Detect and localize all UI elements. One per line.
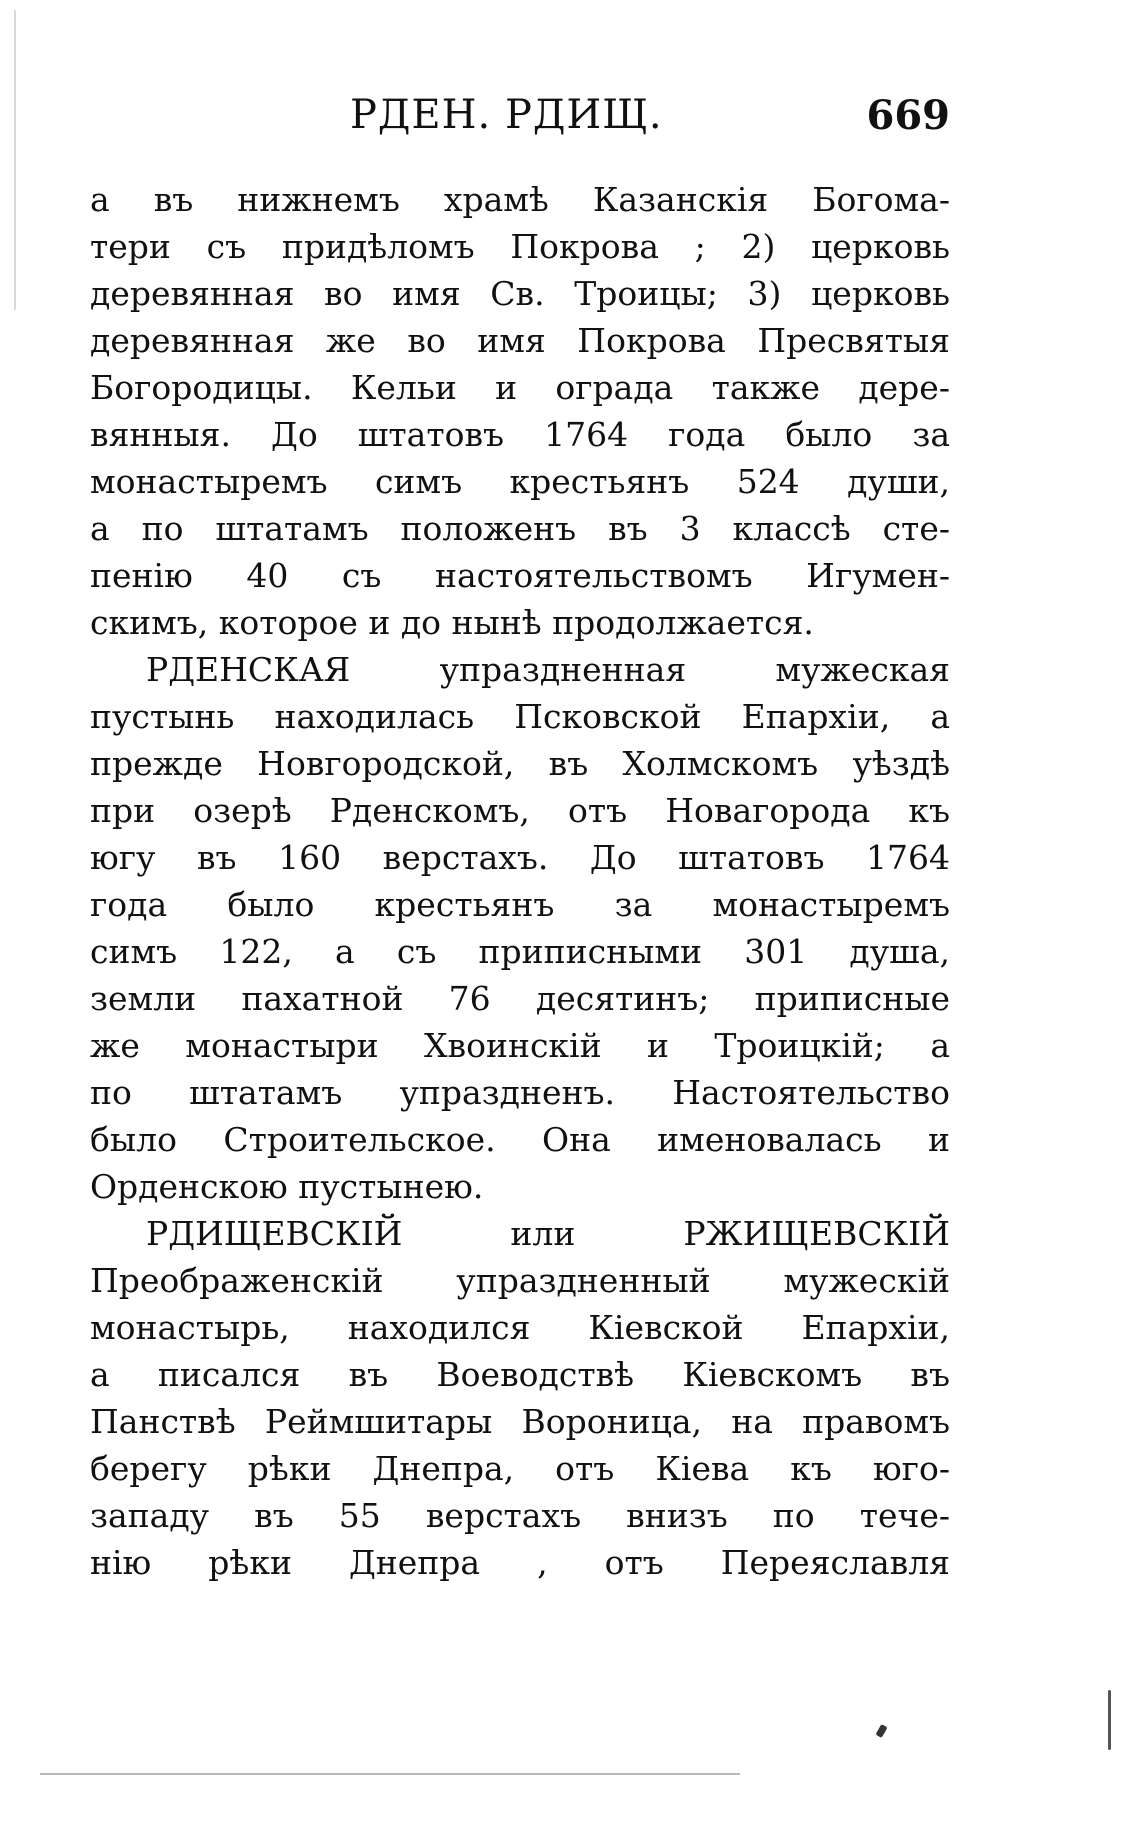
text-line: а по штатамъ положенъ въ 3 классѣ сте- bbox=[90, 509, 950, 548]
text-line: югу въ 160 верстахъ. До штатовъ 1764 bbox=[90, 838, 950, 877]
margin-rule bbox=[14, 10, 16, 310]
ink-speck bbox=[1108, 1690, 1111, 1750]
text-line: тери съ придѣломъ Покрова ; 2) церковь bbox=[90, 227, 950, 266]
text-line: деревянная же во имя Покрова Пресвятыя bbox=[90, 321, 950, 360]
text-line: западу въ 55 верстахъ внизъ по тече- bbox=[90, 1496, 950, 1535]
text-line: скимъ, которое и до нынѣ продолжается. bbox=[90, 603, 814, 642]
text-line: пустынь находилась Псковской Епархіи, а bbox=[90, 697, 950, 736]
text-line: года было крестьянъ за монастыремъ bbox=[90, 885, 950, 924]
running-head: РДЕН. РДИЩ. bbox=[350, 92, 663, 138]
text-line: прежде Новгородской, въ Холмскомъ уѣздѣ bbox=[90, 744, 950, 783]
text-line: берегу рѣки Днепра, отъ Кіева къ юго- bbox=[90, 1449, 950, 1488]
text-line: монастырь, находился Кіевской Епархіи, bbox=[90, 1308, 950, 1347]
text-line: при озерѣ Рденскомъ, отъ Новагорода къ bbox=[90, 791, 950, 830]
text-line: же монастыри Хвоинскій и Троицкій; а bbox=[90, 1026, 950, 1065]
text-line: вянныя. До штатовъ 1764 года было за bbox=[90, 415, 950, 454]
text-line: деревянная во имя Св. Троицы; 3) церковь bbox=[90, 274, 950, 313]
page-number: 669 bbox=[866, 92, 950, 139]
text-line: пенію 40 съ настоятельствомъ Игумен- bbox=[90, 556, 950, 595]
text-line: Богородицы. Кельи и ограда также дере- bbox=[90, 368, 950, 407]
text-line: по штатамъ упраздненъ. Настоятельство bbox=[90, 1073, 950, 1112]
text-line: было Строительское. Она именовалась и bbox=[90, 1120, 950, 1159]
text-line: а писался въ Воеводствѣ Кіевскомъ въ bbox=[90, 1355, 950, 1394]
text-line: а въ нижнемъ храмѣ Казанскія Богома- bbox=[90, 180, 950, 219]
entry-heading-line: РДЕНСКАЯ упраздненная мужеская bbox=[146, 650, 950, 689]
text-line: Панствѣ Реймшитары Вороница, на правомъ bbox=[90, 1402, 950, 1441]
page-header bbox=[350, 92, 950, 152]
ink-speck bbox=[875, 1724, 887, 1738]
text-line: монастыремъ симъ крестьянъ 524 души, bbox=[90, 462, 950, 501]
entry-heading-line: РДИЩЕВСКІЙ или РЖИЩЕВСКІЙ bbox=[146, 1214, 950, 1253]
text-line: Орденскою пустынею. bbox=[90, 1167, 484, 1206]
text-line: земли пахатной 76 десятинъ; приписные bbox=[90, 979, 950, 1018]
text-line: нію рѣки Днепра , отъ Переяславля bbox=[90, 1543, 950, 1582]
text-line: симъ 122, а съ приписными 301 душа, bbox=[90, 932, 950, 971]
body-text bbox=[90, 176, 950, 1586]
bottom-rule bbox=[40, 1773, 740, 1775]
text-line: Преображенскій упраздненный мужескій bbox=[90, 1261, 950, 1300]
